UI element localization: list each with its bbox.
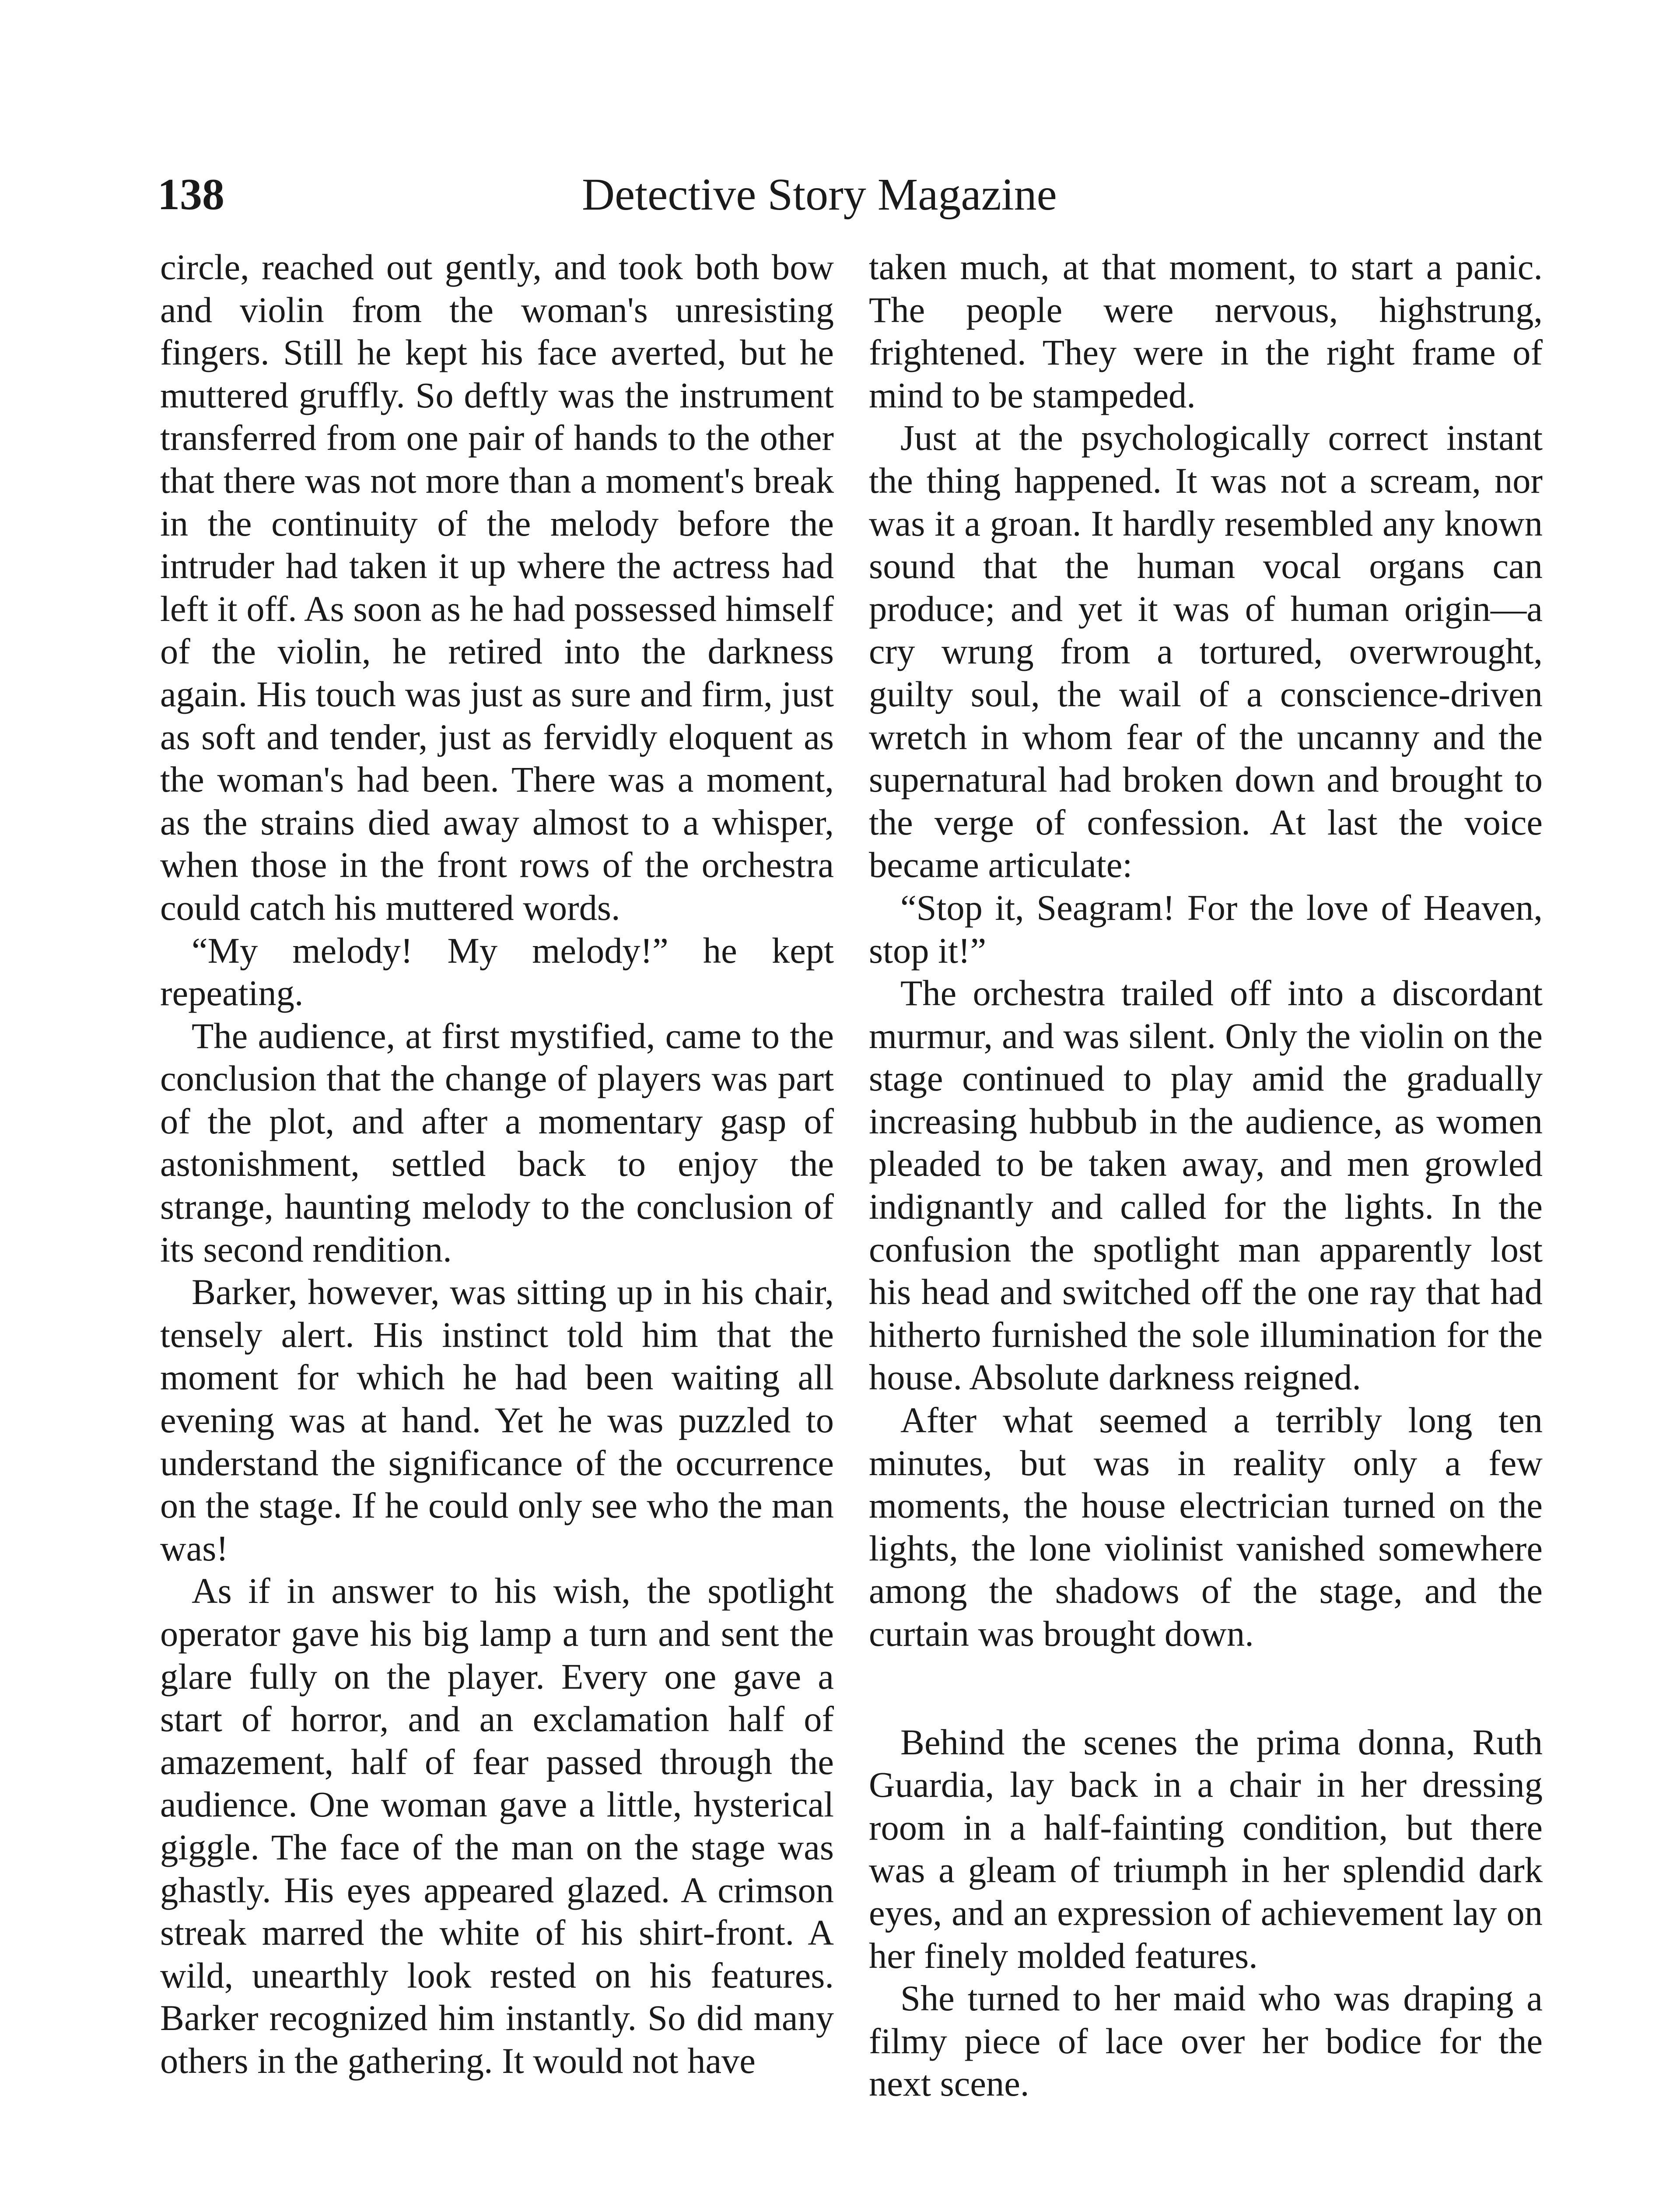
page-number: 138 [158,170,224,219]
paragraph: As if in answer to his wish, the spotlight operator gave his big lamp a turn and sent the glare fully on the player. Every one gave a start of horror, and an exclamation half of amazement, half of fear passed through the audience. One woman gave a little, hysterical giggle. The face of the man on the stage was ghastly. His eyes appeared glazed. A crimson streak marred the white of his shirt-front. A wild, unearthly look rested on his features. Barker recognized him instantly. So did many others in the gathering. It would not have [160,1571,834,2081]
running-title: Detective Story Magazine [582,169,1057,220]
paragraph: The audience, at first mystified, came to the conclusion that the change of players was part of the plot, and after a momentary gasp of astonishment, settled back to enjoy the strange, haunting melody to the conclusion of its second rendition. [160,1015,834,1269]
paragraph: After what seemed a terribly long ten minutes, but was in reality only a few moments, the house electrician turned on the lights, the lone violinist vanished somewhere among the shadows of the stage, and the curtain was brought down. [869,1400,1543,1654]
paragraph: She turned to her maid who was draping a filmy piece of lace over her bodice for the next scene. [869,1978,1543,2104]
paragraph: “My melody! My melody!” he kept repeating. [160,930,834,1013]
paragraph: The orchestra trailed off into a discordant murmur, and was silent. Only the violin on the stage continued to play amid the gradually increasing hubbub in the audience, as women pleaded to be taken away, and men growled indignantly and called for the lights. In the confusion the spotlight man apparently lost his head and switched off the one ray that had hitherto furnished the sole illumination for the house. Absolute darkness reigned. [869,973,1543,1398]
paragraph: taken much, at that moment, to start a panic. The people were nervous, highstrung, frightened. They were in the right frame of mind to be stampeded. [869,247,1543,415]
section-break [869,1655,1543,1721]
paragraph: Just at the psychologically correct instant the thing happened. It was not a scream, nor was it a groan. It hardly resembled any known sound that the human vocal organs can produce; and yet it was of human origin—a cry wrung from a tortured, overwrought, guilty soul, the wail of a conscience-driven wretch in whom fear of the uncanny and the supernatural had broken down and brought to the verge of confession. At last the voice became articulate: [869,417,1543,885]
left-column [160,246,834,2083]
paragraph: Behind the scenes the prima donna, Ruth Guardia, lay back in a chair in her dressing room in a half-fainting condition, but there was a gleam of triumph in her splendid dark eyes, and an expression of achievement lay on her finely molded features. [869,1722,1543,1976]
paragraph: “Stop it, Seagram! For the love of Heaven, stop it!” [869,887,1543,971]
right-column [869,246,1543,2105]
paragraph: circle, reached out gently, and took both bow and violin from the woman's unresisting fingers. Still he kept his face averted, but he muttered gruffly. So deftly was the instrument transferred from one pair of hands to the other that there was not more than a moment's break in the continuity of the melody before the intruder had taken it up where the actress had left it off. As soon as he had possessed himself of the violin, he retired into the darkness again. His touch was just as sure and firm, just as soft and tender, just as fervidly eloquent as the woman's had been. There was a moment, as the strains died away almost to a whisper, when those in the front rows of the orchestra could catch his muttered words. [160,247,834,928]
page-header [0,166,1680,228]
paragraph: Barker, however, was sitting up in his chair, tensely alert. His instinct told him that the moment for which he had been waiting all evening was at hand. Yet he was puzzled to understand the significance of the occurrence on the stage. If he could only see who the man was! [160,1272,834,1568]
